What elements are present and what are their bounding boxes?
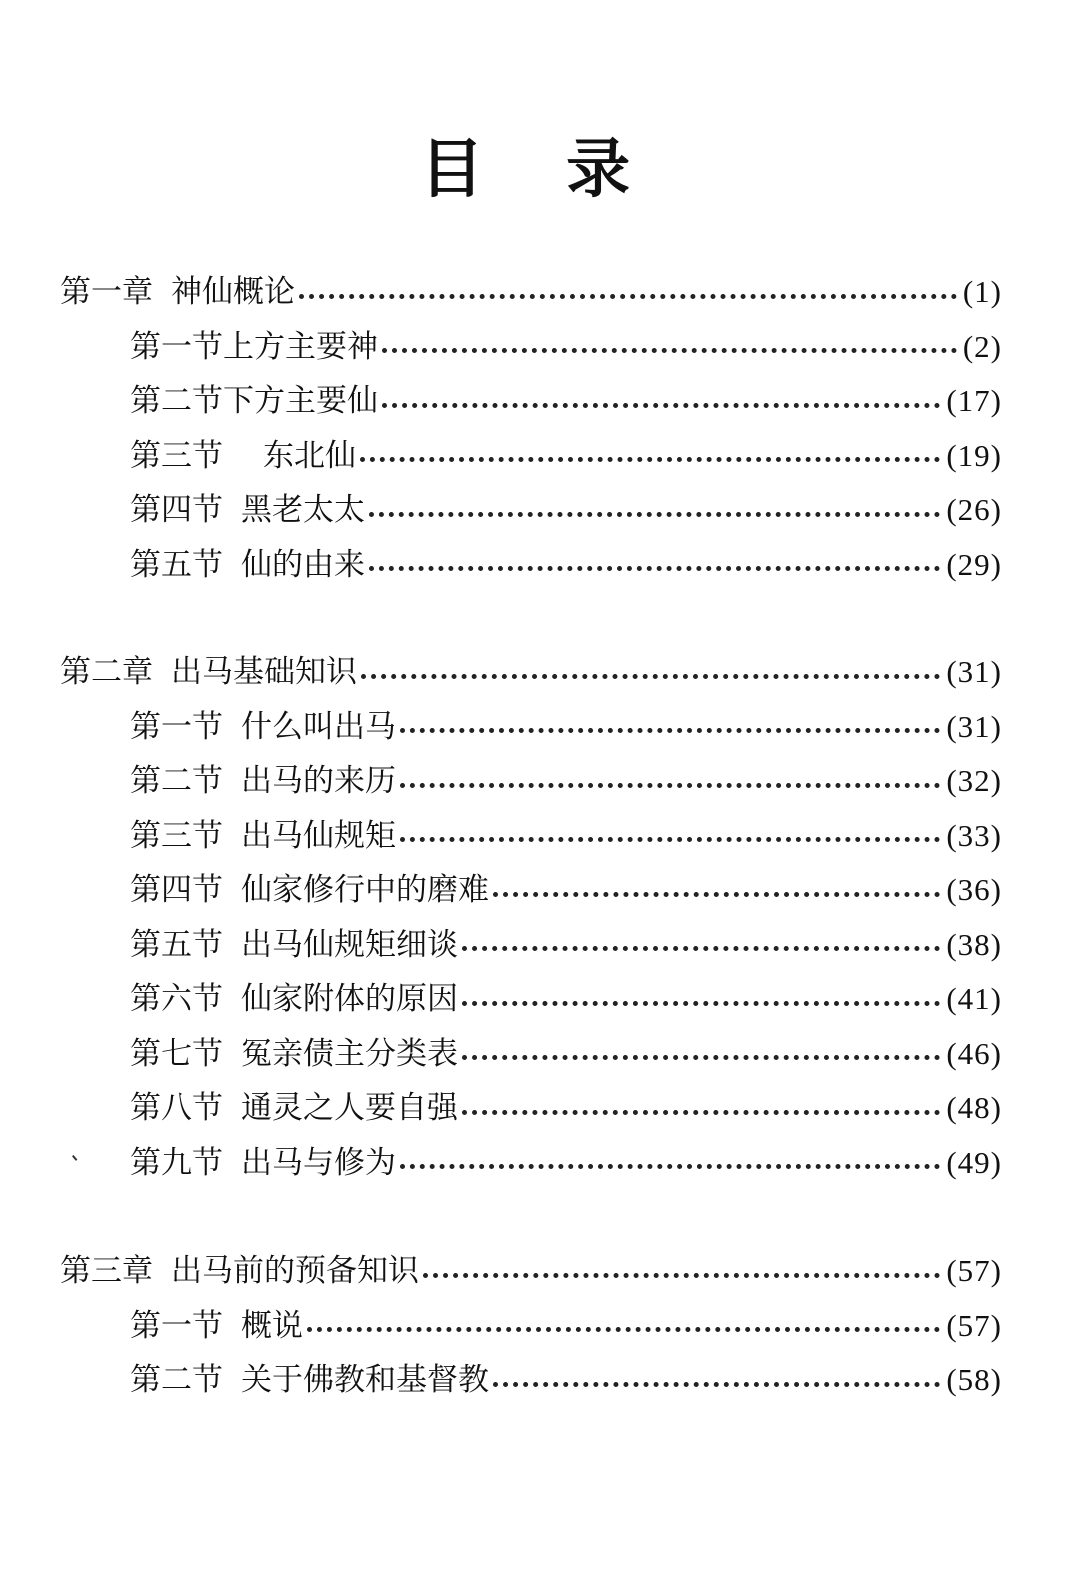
dot-leader [369, 512, 940, 517]
section-page-number: (46) [946, 1035, 1002, 1071]
section-page-number: (31) [946, 708, 1002, 744]
section-title: 通灵之人要自强 [241, 1090, 458, 1126]
section-page-number: (36) [946, 872, 1002, 907]
section-title: 冤亲债主分类表 [241, 1035, 458, 1072]
chapter-number: 第二章 [60, 654, 153, 690]
toc-chapter-entry [60, 650, 1002, 694]
toc-section-entry [130, 977, 1002, 1021]
dot-leader [400, 783, 940, 788]
section-page-number: (33) [946, 817, 1002, 853]
chapter-number: 第一章 [60, 274, 153, 310]
toc-section-entry [130, 923, 1002, 967]
section-title: 出马仙规矩细谈 [241, 926, 458, 963]
section-number: 第二节 [130, 383, 223, 419]
toc-section-entry [130, 1086, 1002, 1130]
toc-section-entry [130, 1358, 1002, 1402]
section-title: 下方主要仙 [223, 383, 378, 419]
section-page-number: (26) [946, 492, 1002, 527]
dot-leader [369, 566, 940, 571]
chapter-title: 出马前的预备知识 [171, 1253, 419, 1289]
section-page-number: (2) [962, 328, 1002, 364]
chapter-page-number: (31) [946, 654, 1002, 689]
section-title: 概说 [241, 1307, 303, 1344]
toc-section-entry [130, 814, 1002, 858]
toc-section-entry [130, 325, 1002, 369]
dot-leader [400, 1164, 940, 1169]
toc-section-entry [130, 1141, 1002, 1185]
section-number: 第二节 [130, 763, 223, 799]
section-page-number: (41) [946, 981, 1002, 1016]
dot-leader [361, 674, 940, 679]
dot-leader [382, 403, 940, 408]
dot-leader [382, 348, 957, 353]
toc-section-entry [130, 705, 1002, 749]
section-title: 东北仙 [263, 437, 356, 474]
toc-chapter-entry [60, 1249, 1002, 1293]
toc-section-entry [130, 759, 1002, 803]
dot-leader [400, 837, 940, 842]
dot-leader [307, 1327, 940, 1332]
section-title: 仙家修行中的磨难 [241, 872, 489, 908]
section-title: 什么叫出马 [241, 708, 396, 745]
toc-section-entry [130, 434, 1002, 478]
toc-section-entry [130, 488, 1002, 532]
toc-section-entry [130, 1032, 1002, 1076]
section-title: 上方主要神 [223, 328, 378, 365]
page-title: 目 录 [419, 133, 661, 207]
chapter-title: 出马基础知识 [171, 654, 357, 690]
section-number: 第二节 [130, 1362, 223, 1398]
section-number: 第七节 [130, 1035, 223, 1072]
chapter-number: 第三章 [60, 1253, 153, 1289]
section-title: 黑老太太 [241, 492, 365, 528]
section-number: 第一节 [130, 708, 223, 745]
toc-section-entry [130, 868, 1002, 912]
section-number: 第一节 [130, 328, 223, 365]
chapter-page-number: (57) [946, 1253, 1002, 1288]
toc-chapter-entry [60, 270, 1002, 314]
section-page-number: (48) [946, 1090, 1002, 1125]
section-number: 第九节 [130, 1144, 223, 1181]
chapter-title: 神仙概论 [171, 274, 295, 310]
section-number: 第三节 [130, 817, 223, 854]
dot-leader [462, 1110, 940, 1115]
section-page-number: (58) [946, 1362, 1002, 1397]
section-number: 第四节 [130, 872, 223, 908]
dot-leader [493, 1382, 940, 1387]
section-number: 第八节 [130, 1090, 223, 1126]
section-number: 第一节 [130, 1307, 223, 1344]
dot-leader [360, 457, 940, 462]
section-title: 仙家附体的原因 [241, 981, 458, 1017]
toc-section-entry [130, 379, 1002, 423]
section-page-number: (17) [946, 383, 1002, 418]
dot-leader [493, 892, 940, 897]
chapter-page-number: (1) [962, 274, 1002, 309]
section-number: 第五节 [130, 546, 223, 583]
dot-leader [462, 946, 940, 951]
section-title: 出马与修为 [241, 1144, 396, 1181]
section-number: 第五节 [130, 926, 223, 963]
section-title: 出马仙规矩 [241, 817, 396, 854]
section-number: 第四节 [130, 492, 223, 528]
dot-leader [400, 728, 940, 733]
scan-mark [72, 1151, 82, 1161]
dot-leader [462, 1001, 940, 1006]
section-number: 第三节 [130, 437, 223, 474]
dot-leader [423, 1273, 940, 1278]
section-page-number: (19) [946, 437, 1002, 473]
toc-section-entry [130, 1304, 1002, 1348]
section-title: 仙的由来 [241, 546, 365, 583]
section-number: 第六节 [130, 981, 223, 1017]
section-title: 出马的来历 [241, 763, 396, 799]
section-page-number: (32) [946, 763, 1002, 798]
dot-leader [299, 294, 957, 299]
section-page-number: (49) [946, 1144, 1002, 1180]
toc-section-entry [130, 543, 1002, 587]
dot-leader [462, 1055, 940, 1060]
section-title: 关于佛教和基督教 [241, 1362, 489, 1398]
section-page-number: (29) [946, 546, 1002, 582]
section-page-number: (57) [946, 1307, 1002, 1343]
section-page-number: (38) [946, 926, 1002, 962]
